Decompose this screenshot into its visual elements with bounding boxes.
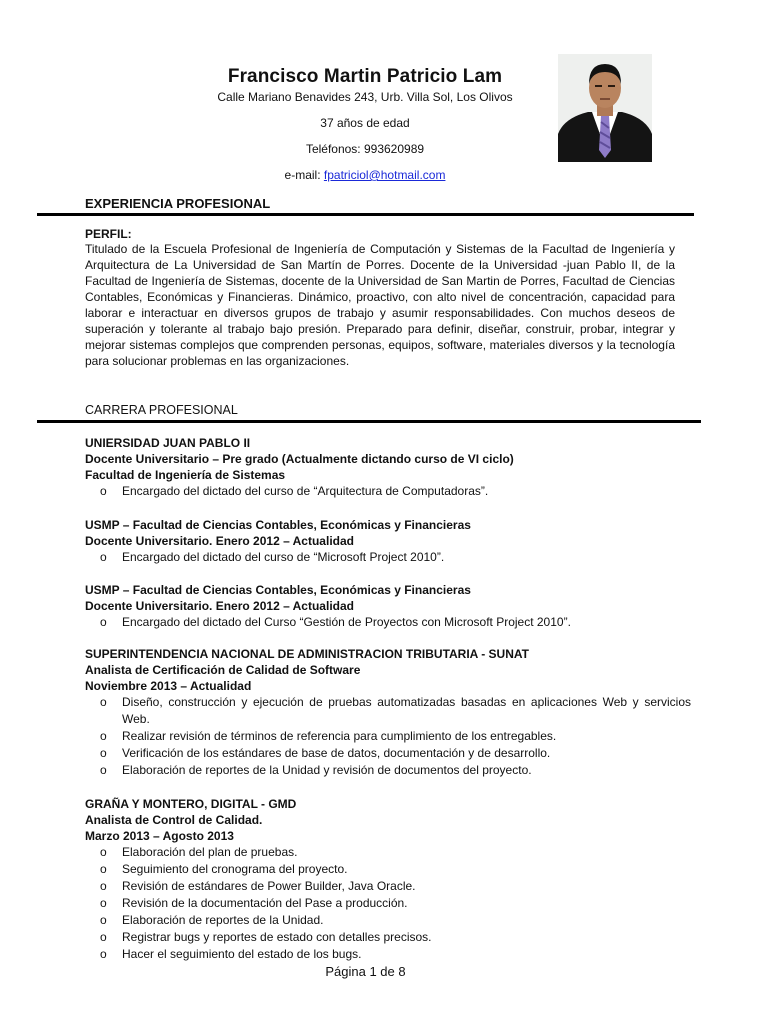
duty-item xyxy=(85,694,691,728)
duty-text: Realizar revisión de términos de referencia para cumplimiento de los entregables. xyxy=(122,729,557,743)
job-entry xyxy=(85,435,691,500)
duty-text: Revisión de estándares de Power Builder, Java Oracle. xyxy=(122,879,416,893)
page-number: Página 1 de 8 xyxy=(325,964,406,979)
duty-item xyxy=(85,483,691,500)
duty-text: Verificación de los estándares de base de datos, documentación y de desarrollo. xyxy=(122,746,551,760)
duty-text: Registrar bugs y reportes de estado con detalles precisos. xyxy=(122,930,432,944)
job-entry xyxy=(85,582,691,631)
job-employer: SUPERINTENDENCIA NACIONAL DE ADMINISTRACION TRIBUTARIA - SUNAT xyxy=(85,647,529,661)
duty-text: Elaboración del plan de pruebas. xyxy=(122,845,298,859)
bullet-icon: o xyxy=(100,896,107,910)
job-role: Docente Universitario – Pre grado (Actualmente dictando curso de VI ciclo) xyxy=(85,452,514,466)
address: Calle Mariano Benavides 243, Urb. Villa Sol, Los Olivos xyxy=(217,90,513,104)
duty-text: Encargado del dictado del curso de “Microsoft Project 2010”. xyxy=(122,550,445,564)
bullet-icon: o xyxy=(100,862,107,876)
divider xyxy=(37,420,701,423)
email-label: e-mail: xyxy=(284,168,324,182)
bullet-icon: o xyxy=(100,913,107,927)
job-detail: Noviembre 2013 – Actualidad xyxy=(85,679,252,693)
experience-heading: EXPERIENCIA PROFESIONAL xyxy=(85,196,271,211)
job-role: Analista de Certificación de Calidad de Software xyxy=(85,663,361,677)
duty-item xyxy=(85,895,691,912)
job-role: Docente Universitario. Enero 2012 – Actualidad xyxy=(85,534,354,548)
duty-item xyxy=(85,912,691,929)
age: 37 años de edad xyxy=(320,116,410,130)
bullet-icon: o xyxy=(100,930,107,944)
duty-item xyxy=(85,861,691,878)
job-entry xyxy=(85,517,691,566)
duty-item xyxy=(85,878,691,895)
duty-item xyxy=(85,728,691,745)
bullet-icon: o xyxy=(100,845,107,859)
job-employer: UNIERSIDAD JUAN PABLO II xyxy=(85,436,251,450)
job-detail: Marzo 2013 – Agosto 2013 xyxy=(85,829,234,843)
bullet-icon: o xyxy=(100,879,107,893)
job-role: Analista de Control de Calidad. xyxy=(85,813,263,827)
job-duties xyxy=(85,614,691,631)
profile-text: Titulado de la Escuela Profesional de Ingeniería de Computación y Sistemas de la Facultad de Ingeniería y Arquitectura de La Universidad de San Martín de Porres. Docente de la Universidad -juan Pablo II, de la Facultad de Ingeniería de Sistemas, docente de la Universidad de San Martin de Porres, Facultad de Ciencias Contables, Económicas y Financieras. Dinámico, proactivo, con alto nivel de concentración, capacidad para laborar e interactuar en diversos grupos de trabajo y asumir responsabilidades. Con muchos deseos de superación y tolerante al trabajo bajo presión. Preparado para definir, diseñar, construir, probar, integrar y mejorar sistemas complejos que comprenden personas, equipos, software, materiales diversos y la tecnología para solucionar problemas en las organizaciones. xyxy=(85,242,675,368)
email-line xyxy=(160,168,570,182)
duty-item xyxy=(85,844,691,861)
duty-item xyxy=(85,762,691,779)
phone: Teléfonos: 993620989 xyxy=(305,142,425,156)
bullet-icon: o xyxy=(100,947,107,961)
bullet-icon: o xyxy=(100,695,107,709)
duty-item xyxy=(85,549,691,566)
job-role: Docente Universitario. Enero 2012 – Actualidad xyxy=(85,599,354,613)
job-employer: GRAÑA Y MONTERO, DIGITAL - GMD xyxy=(85,797,297,811)
person-name: Francisco Martin Patricio Lam xyxy=(227,66,503,87)
job-entry xyxy=(85,796,691,963)
duty-text: Hacer el seguimiento del estado de los bugs. xyxy=(122,947,362,961)
job-duties xyxy=(85,694,691,779)
bullet-icon: o xyxy=(100,729,107,743)
job-detail: Facultad de Ingeniería de Sistemas xyxy=(85,468,286,482)
duty-text: Elaboración de reportes de la Unidad. xyxy=(122,913,324,927)
duty-text: Revisión de la documentación del Pase a producción. xyxy=(122,896,408,910)
profile-photo xyxy=(558,54,652,162)
duty-item xyxy=(85,946,691,963)
duty-text: Encargado del dictado del Curso “Gestión de Proyectos con Microsoft Project 2010”. xyxy=(122,615,571,629)
email-link[interactable]: fpatriciol@hotmail.com xyxy=(323,168,446,182)
duty-item xyxy=(85,929,691,946)
duty-item xyxy=(85,745,691,762)
bullet-icon: o xyxy=(100,763,107,777)
divider xyxy=(37,213,694,216)
job-duties xyxy=(85,549,691,566)
bullet-icon: o xyxy=(100,615,107,629)
career-heading: CARRERA PROFESIONAL xyxy=(85,403,238,417)
duty-text: Elaboración de reportes de la Unidad y revisión de documentos del proyecto. xyxy=(122,763,532,777)
bullet-icon: o xyxy=(100,550,107,564)
job-employer: USMP – Facultad de Ciencias Contables, Económicas y Financieras xyxy=(85,583,471,597)
duty-item xyxy=(85,614,691,631)
job-duties xyxy=(85,483,691,500)
bullet-icon: o xyxy=(100,484,107,498)
job-duties xyxy=(85,844,691,963)
job-employer: USMP – Facultad de Ciencias Contables, Económicas y Financieras xyxy=(85,518,471,532)
duty-text: Encargado del dictado del curso de “Arquitectura de Computadoras”. xyxy=(122,484,489,498)
profile-label: PERFIL: xyxy=(85,227,132,241)
bullet-icon: o xyxy=(100,746,107,760)
duty-text: Seguimiento del cronograma del proyecto. xyxy=(122,862,348,876)
job-entry xyxy=(85,646,691,779)
duty-text: Diseño, construcción y ejecución de pruebas automatizadas basadas en aplicaciones Web y servicios Web. xyxy=(122,695,691,726)
